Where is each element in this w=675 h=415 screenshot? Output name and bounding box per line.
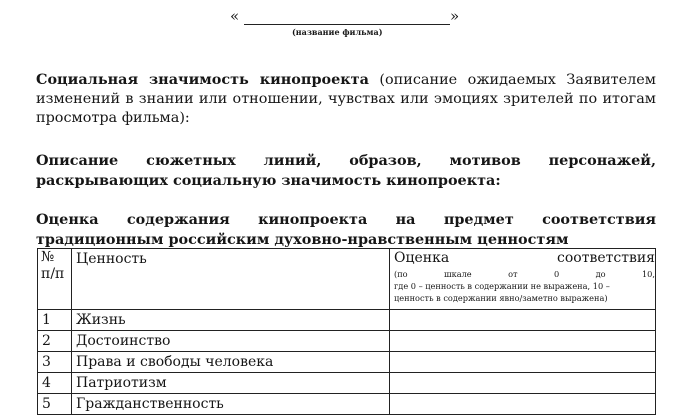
table-row xyxy=(38,373,656,394)
row-value: Достоинство xyxy=(72,331,390,352)
row-score-cell[interactable] xyxy=(390,394,656,415)
row-score-cell[interactable] xyxy=(390,331,656,352)
row-score-cell[interactable] xyxy=(390,310,656,331)
social-significance-section xyxy=(36,70,656,128)
row-number: 2 xyxy=(38,331,72,352)
table-row xyxy=(38,394,656,415)
open-quote: « xyxy=(230,7,240,25)
header-value: Ценность xyxy=(72,249,390,310)
header-score-title: Оценка соответствия xyxy=(394,250,655,266)
header-score-scale: (по шкале от 0 до 10, xyxy=(394,269,655,279)
film-title-caption: (название фильма) xyxy=(292,27,383,37)
plot-description-section xyxy=(36,151,656,191)
values-assessment-title: Оценка содержания кинопроекта на предмет соответствия традиционным российским духовно-нравственным ценностям xyxy=(36,211,656,248)
row-value: Гражданственность xyxy=(72,394,390,415)
row-value: Жизнь xyxy=(72,310,390,331)
header-number: № п/п xyxy=(38,249,72,310)
row-score-cell[interactable] xyxy=(390,352,656,373)
social-significance-title: Социальная значимость кинопроекта xyxy=(36,71,369,88)
row-number: 4 xyxy=(38,373,72,394)
row-number: 5 xyxy=(38,394,72,415)
close-quote: » xyxy=(450,7,460,25)
table-header-row xyxy=(38,249,656,310)
header-score xyxy=(390,249,656,310)
header-score-note-2: ценность в содержании явно/заметно выражена) xyxy=(394,293,608,303)
row-number: 3 xyxy=(38,352,72,373)
header-score-note-1: где 0 – ценность в содержании не выражена, 10 – xyxy=(394,281,610,291)
values-table xyxy=(37,248,656,415)
film-title-underline xyxy=(244,24,450,25)
table-row xyxy=(38,310,656,331)
table-row xyxy=(38,331,656,352)
social-significance-description: (описание ожидаемых Заявителем изменений в знании или отношении, чувствах или эмоциях зрителей по итогам просмотра фильма): xyxy=(36,72,656,126)
plot-description-title: Описание сюжетных линий, образов, мотивов персонажей, раскрывающих социальную значимость кинопроекта: xyxy=(36,152,656,189)
row-score-cell[interactable] xyxy=(390,373,656,394)
values-assessment-section xyxy=(36,210,656,250)
table-row xyxy=(38,352,656,373)
row-number: 1 xyxy=(38,310,72,331)
row-value: Права и свободы человека xyxy=(72,352,390,373)
row-value: Патриотизм xyxy=(72,373,390,394)
